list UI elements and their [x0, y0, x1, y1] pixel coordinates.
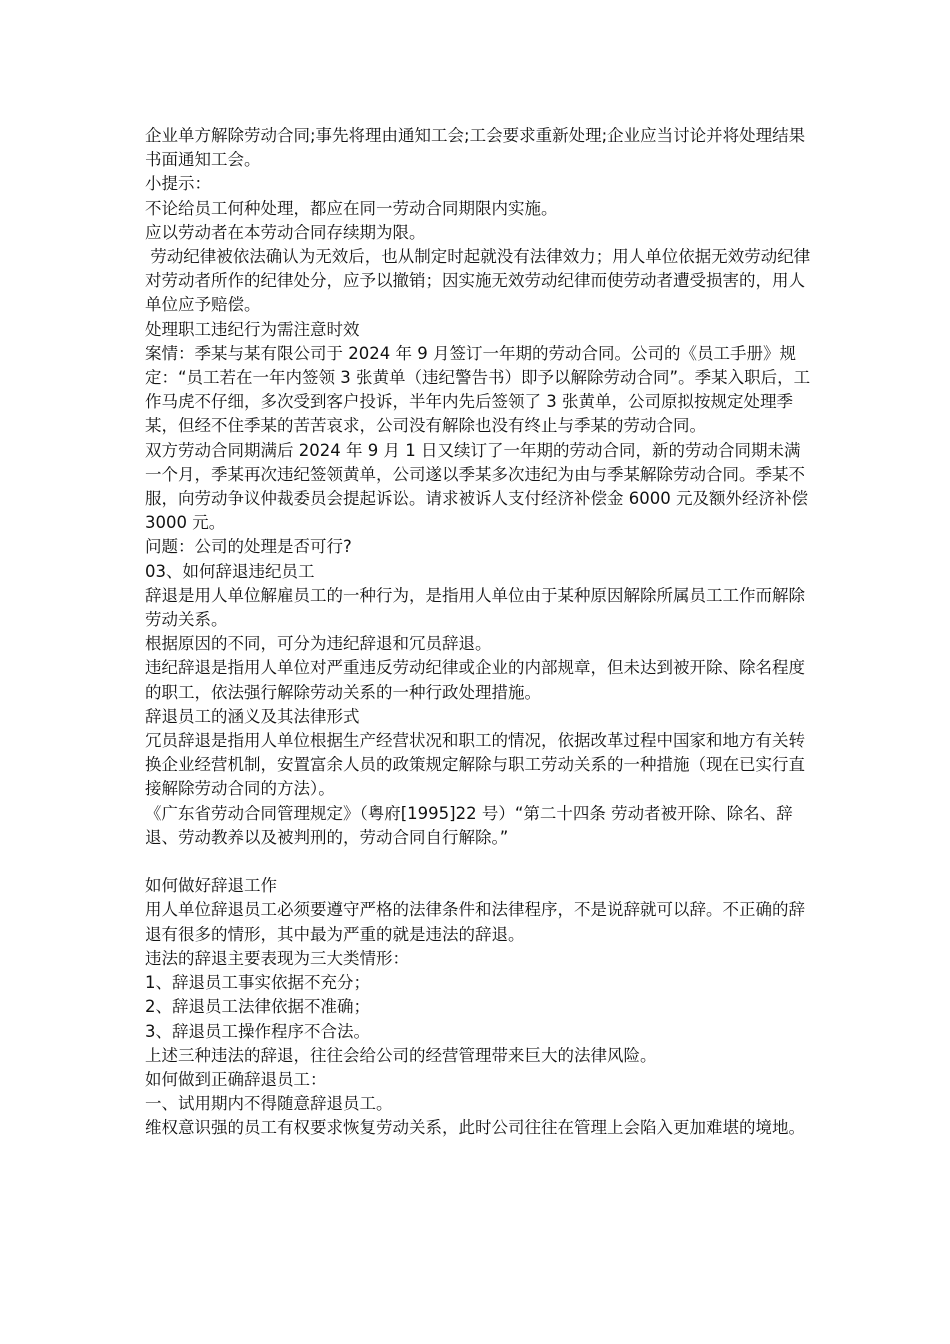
paragraph: 辞退是用人单位解雇员工的一种行为，是指用人单位由于某种原因解除所属员工工作而解除劳动关系。 [145, 585, 805, 630]
paragraph: 企业单方解除劳动合同;事先将理由通知工会;工会要求重新处理;企业应当讨论并将处理结果书面通知工会。 [145, 126, 806, 170]
paragraph: 维权意识强的员工有权要求恢复劳动关系，此时公司往往在管理上会陷入更加难堪的境地。 [145, 1118, 805, 1138]
paragraph: 上述三种违法的辞退，往往会给公司的经营管理带来巨大的法律风险。 [145, 1045, 657, 1065]
paragraph: 一、试用期内不得随意辞退员工。 [145, 1094, 393, 1114]
paragraph: 根据原因的不同，可分为违纪辞退和冗员辞退。 [145, 634, 492, 654]
section-heading: 辞退员工的涵义及其法律形式 [145, 706, 360, 726]
section-heading: 03、如何辞退违纪员工 [145, 561, 315, 581]
paragraph: 双方劳动合同期满后 2024 年 9 月 1 日又续订了一年期的劳动合同，新的劳动合同期未满一个月，季某再次违纪签领黄单，公司遂以季某多次违纪为由与季某解除劳动合同。季某不服，向劳动争议仲裁委员会提起诉讼。请求被诉人支付经济补偿金 6000 元及额外经济补偿 3000 元。 [145, 440, 814, 533]
paragraph: 《广东省劳动合同管理规定》（粤府[1995]22 号）“第二十四条 劳动者被开除、除名、辞退、劳动教养以及被判刑的，劳动合同自行解除。” [145, 803, 793, 847]
paragraph: 违纪辞退是指用人单位对严重违反劳动纪律或企业的内部规章，但未达到被开除、除名程度的职工，依法强行解除劳动关系的一种行政处理措施。 [145, 658, 805, 702]
document-body [145, 124, 815, 1141]
paragraph: 劳动纪律被依法确认为无效后，也从制定时起就没有法律效力；用人单位依据无效劳动纪律对劳动者所作的纪律处分，应予以撤销；因实施无效劳动纪律而使劳动者遭受损害的，用人单位应予赔偿。 [145, 247, 811, 315]
paragraph: 冗员辞退是指用人单位根据生产经营状况和职工的情况，依据改革过程中国家和地方有关转换企业经营机制，安置富余人员的政策规定解除与职工劳动关系的一种措施（现在已实行直接解除劳动合同的方法）。 [145, 731, 805, 799]
paragraph: 用人单位辞退员工必须要遵守严格的法律条件和法律程序，不是说辞就可以辞。不正确的辞退有很多的情形，其中最为严重的就是违法的辞退。 [145, 900, 805, 944]
list-item: 2、辞退员工法律依据不准确； [145, 997, 370, 1017]
paragraph: 不论给员工何种处理，都应在同一劳动合同期限内实施。 [145, 198, 558, 218]
section-heading: 处理职工违纪行为需注意时效 [145, 319, 360, 339]
paragraph: 案情：季某与某有限公司于 2024 年 9 月签订一年期的劳动合同。公司的《员工手册》规定：“员工若在一年内签领 3 张黄单（违纪警告书）即予以解除劳动合同”。季某入职后，工作马虎不仔细，多次受到客户投诉，半年内先后签领了 3 张黄单，公司原拟按规定处理季某，但经不住季某的苦苦哀求，公司没有解除也没有终止与季某的劳动合同。 [145, 343, 811, 436]
paragraph: 问题：公司的处理是否可行? [145, 537, 352, 557]
paragraph: 小提示： [145, 174, 211, 194]
blank-line [145, 850, 815, 874]
paragraph: 如何做到正确辞退员工： [145, 1069, 327, 1089]
list-item: 1、辞退员工事实依据不充分； [145, 973, 370, 993]
paragraph: 违法的辞退主要表现为三大类情形： [145, 948, 409, 968]
section-heading: 如何做好辞退工作 [145, 876, 277, 896]
list-item: 3、辞退员工操作程序不合法。 [145, 1021, 370, 1041]
paragraph: 应以劳动者在本劳动合同存续期为限。 [145, 222, 426, 242]
